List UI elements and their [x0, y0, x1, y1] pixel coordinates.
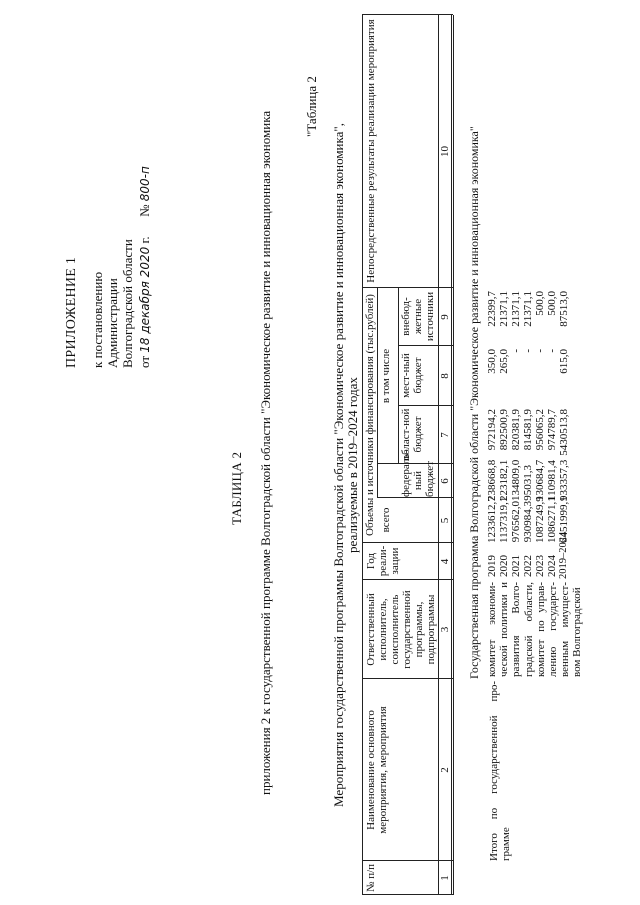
table-heading-line: Мероприятия государственной программы Волгоградской области "Экономическое развитие и инновационная экономика", — [331, 123, 346, 807]
cell-regional: 892500,9 — [498, 409, 510, 451]
col-header-name: Наименование основного мероприятия, мероприятия — [365, 706, 389, 834]
cell-regional: 820381,9 — [510, 409, 522, 451]
cell-regional: 956065,2 — [534, 409, 546, 451]
col-number: 1 — [439, 875, 451, 881]
cell-federal: 134809,0 — [510, 459, 522, 501]
date-suffix: г. — [137, 236, 152, 244]
cell-extrabudgetary: 500,0 — [534, 291, 546, 316]
cell-federal: 223182,1 — [498, 459, 510, 501]
date-number-line — [137, 166, 153, 368]
cell-regional: 814581,9 — [522, 409, 534, 451]
cell-regional: 972194,2 — [486, 409, 498, 451]
table-caption-center: ТАБЛИЦА 2 — [229, 451, 244, 525]
cell-total: 6451999,1 — [558, 496, 570, 543]
table-rule — [362, 15, 363, 895]
col-number: 6 — [439, 478, 451, 484]
col-header-year: Год реали-зации — [365, 545, 401, 577]
cell-total: 930984,3 — [522, 501, 534, 543]
col-number: 4 — [439, 558, 451, 565]
col-number: 10 — [439, 146, 451, 157]
table-rule — [377, 288, 378, 498]
cell-total: 1086271,1 — [546, 496, 558, 543]
col-header-number: № п/п — [365, 863, 377, 893]
cell-local: 265,0 — [498, 349, 510, 374]
col-header-regional: област-ной бюджет — [400, 408, 424, 461]
cell-local: - — [534, 349, 546, 353]
col-number: 2 — [439, 767, 451, 773]
cell-year: 2022 — [522, 555, 534, 577]
section-title: Государственная программа Волгоградской области "Экономическое развитие и инновационная экономика" — [467, 126, 481, 679]
cell-extrabudgetary: 22399,7 — [486, 291, 498, 327]
cell-regional: 5430513,8 — [558, 409, 570, 456]
table-heading-line: реализуемые в 2019–2024 годах — [345, 377, 360, 553]
col-header-results: Непосредственные результаты реализации мероприятия — [365, 19, 377, 283]
date-prefix: от — [137, 355, 152, 368]
cell-extrabudgetary: 500,0 — [546, 291, 558, 316]
cell-extrabudgetary: 21371,1 — [510, 291, 522, 327]
number-prefix: № — [137, 204, 152, 217]
cell-total: 1233612,7 — [486, 496, 498, 543]
responsible-executor: комитет экономи-ческой политики и развития Волго-градской области, комитет по управ-лению государст-венным имущест-вом Волгоградской — [486, 582, 584, 677]
cell-local: 615,0 — [558, 349, 570, 374]
cell-total: 1087249,9 — [534, 496, 546, 543]
cell-local: - — [510, 349, 522, 353]
cell-federal: 95031,3 — [522, 465, 534, 501]
cell-total: 1137319,1 — [498, 496, 510, 543]
table-rule — [398, 288, 399, 464]
table-caption-right: "Таблица 2 — [304, 76, 319, 137]
col-number: 8 — [439, 373, 451, 379]
cell-local: 350,0 — [486, 349, 498, 374]
cell-year: 2019 — [486, 555, 498, 577]
appendix-reference-line: приложения 2 к государственной программе Волгоградской области "Экономическое развитие и инновационная экономика — [258, 110, 273, 795]
appendix-title: ПРИЛОЖЕНИЕ 1 — [64, 256, 79, 368]
post-line: Волгоградской области — [120, 239, 135, 368]
col-header-financing-group: Объемы и источники финансирования (тыс.рублей) — [364, 294, 376, 536]
cell-year: 2021 — [510, 555, 522, 577]
col-header-federal: федераль-ный бюджет — [400, 450, 436, 497]
total-label: Итого по государственной про-грамме — [488, 681, 513, 861]
handwritten-date: 18 декабря 2020 — [138, 246, 152, 353]
cell-regional: 974789,7 — [546, 409, 558, 451]
col-number: 9 — [439, 314, 451, 320]
col-number: 7 — [439, 432, 451, 438]
cell-total: 976562,0 — [510, 501, 522, 543]
col-header-including: в том числе — [380, 348, 392, 404]
cell-extrabudgetary: 21371,1 — [498, 291, 510, 327]
col-number: 5 — [439, 517, 451, 524]
post-line: Администрации — [105, 278, 120, 368]
post-line: к постановлению — [90, 271, 105, 368]
cell-extrabudgetary: 21371,1 — [522, 291, 534, 327]
col-number: 3 — [439, 626, 451, 633]
col-header-extrabudgetary: внебюд-жетные источники — [400, 291, 436, 342]
table-rule — [451, 15, 452, 895]
cell-federal: 110981,4 — [546, 460, 558, 501]
cell-year: 2020 — [498, 555, 510, 577]
cell-federal: 933357,3 — [558, 459, 570, 501]
resolution-reference — [90, 239, 135, 368]
table-heading — [332, 115, 360, 815]
cell-federal: 238668,8 — [486, 459, 498, 501]
handwritten-number: 800-п — [138, 166, 152, 202]
cell-year: 2024 — [546, 555, 558, 577]
table-rule — [453, 15, 454, 895]
cell-extrabudgetary: 87513,0 — [558, 291, 570, 327]
cell-local: - — [522, 349, 534, 353]
col-header-total: всего — [380, 507, 392, 533]
cell-year: 2023 — [534, 555, 546, 577]
col-header-responsible: Ответственный исполнитель, соисполнитель государственной программы, подпрограммы — [365, 590, 437, 669]
col-header-local: мест-ный бюджет — [400, 353, 424, 398]
cell-local: - — [546, 349, 558, 353]
cell-federal: 130684,7 — [534, 459, 546, 501]
cell-year: 2019–2024 — [558, 531, 569, 579]
